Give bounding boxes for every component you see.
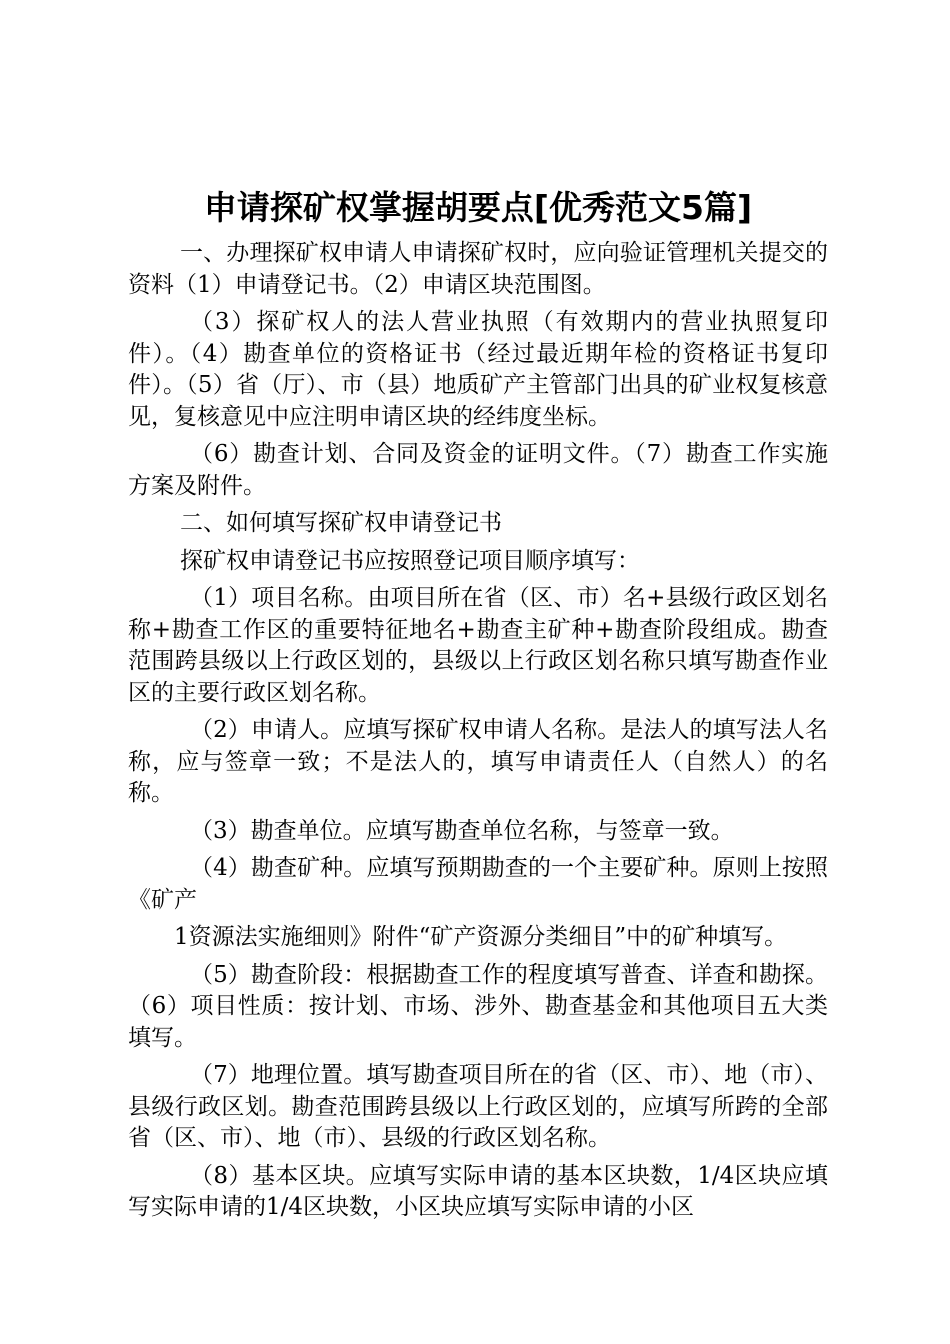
paragraph-8: （3）勘查单位。应填写勘查单位名称，与签章一致。 [190, 817, 734, 844]
paragraph-10: 1资源法实施细则》附件“矿产资源分类细目”中的矿种填写。 [174, 924, 788, 950]
paragraph-12: （7）地理位置。填写勘查项目所在的省（区、市）、地（市）、县级行政区划。勘查范围跨县级以上行政区划的，应填写所跨的全部省（区、市）、地（市）、县级的行政区划名称。 [128, 1062, 828, 1151]
paragraph-5: 探矿权申请登记书应按照登记项目顺序填写： [180, 547, 640, 574]
paragraph-9: （4）勘查矿种。应填写预期勘查的一个主要矿种。原则上按照《矿产 [128, 855, 828, 913]
document-title: 申请探矿权掌握胡要点[优秀范文5篇] [203, 188, 753, 227]
paragraph-13: （8）基本区块。应填写实际申请的基本区块数，1/4区块应填写实际申请的1/4区块数，小区块应填写实际申请的小区 [128, 1162, 828, 1220]
paragraph-4: 二、如何填写探矿权申请登记书 [180, 510, 502, 536]
paragraph-7: （2）申请人。应填写探矿权申请人名称。是法人的填写法人名称，应与签章一致；不是法人的，填写申请责任人（自然人）的名称。 [128, 717, 828, 806]
paragraph-11: （5）勘查阶段：根据勘查工作的程度填写普查、详查和勘探。（6）项目性质：按计划、市场、涉外、勘查基金和其他项目五大类填写。 [128, 961, 828, 1051]
paragraph-3: （6）勘查计划、合同及资金的证明文件。（7）勘查工作实施方案及附件。 [128, 441, 828, 499]
paragraph-2: （3）探矿权人的法人营业执照（有效期内的营业执照复印件）。（4）勘查单位的资格证书（经过最近期年检的资格证书复印件）。（5）省（厅）、市（县）地质矿产主管部门出具的矿业权复核意见，复核意见中应注明申请区块的经纬度坐标。 [128, 309, 828, 430]
paragraph-1: 一、办理探矿权申请人申请探矿权时，应向验证管理机关提交的资料（1）申请登记书。（2）申请区块范围图。 [128, 240, 828, 298]
paragraph-6: （1）项目名称。由项目所在省（区、市）名+县级行政区划名称+勘查工作区的重要特征地名+勘查主矿种+勘查阶段组成。勘查范围跨县级以上行政区划的，县级以上行政区划名称只填写勘查作业区的主要行政区划名称。 [128, 585, 828, 706]
document-page [128, 178, 828, 1224]
